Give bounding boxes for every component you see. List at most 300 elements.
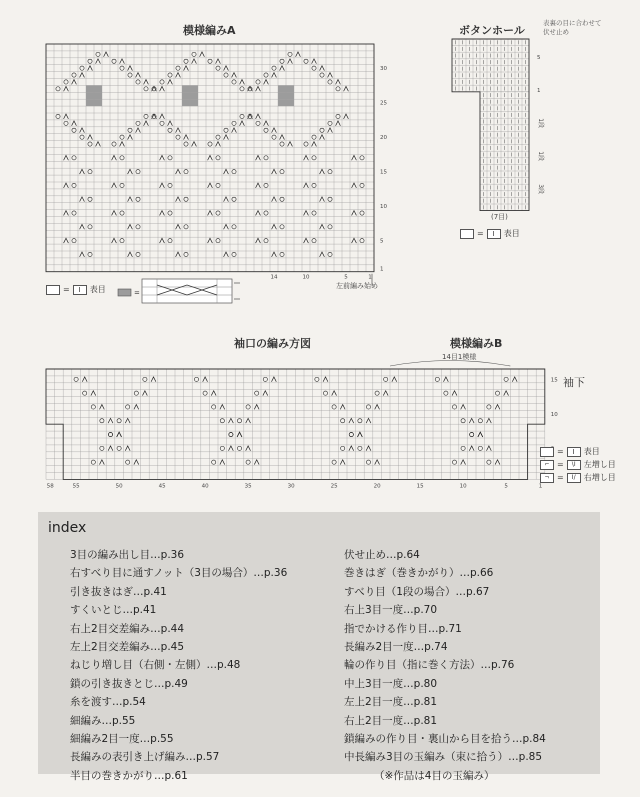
column-number-label: 55	[72, 483, 80, 490]
shaded-cell	[94, 92, 102, 99]
yarn-over-symbol	[272, 66, 276, 70]
decrease-symbol	[495, 405, 500, 410]
yarn-over-symbol	[120, 183, 124, 187]
yarn-over-symbol	[88, 252, 92, 256]
yarn-over-symbol	[96, 52, 100, 56]
column-number-label: 5	[504, 483, 508, 490]
yarn-over-symbol	[304, 142, 308, 146]
yarn-over-symbol	[80, 66, 84, 70]
decrease-symbol	[320, 252, 325, 257]
yarn-over-symbol	[64, 80, 68, 84]
yarn-over-symbol	[108, 432, 112, 436]
yarn-over-symbol	[341, 419, 345, 423]
yarn-over-symbol	[495, 391, 499, 395]
yarn-over-symbol	[220, 419, 224, 423]
yarn-over-symbol	[452, 405, 456, 409]
yarn-over-symbol	[136, 197, 140, 201]
column-number-label: 10	[302, 274, 310, 281]
yarn-over-symbol	[160, 121, 164, 125]
decrease-symbol	[168, 121, 173, 126]
yarn-over-symbol	[504, 377, 508, 381]
yarn-over-symbol	[88, 225, 92, 229]
index-entry: 鎖の引き抜きとじ…p.49	[70, 677, 188, 690]
yarn-over-symbol	[216, 211, 220, 215]
yarn-over-symbol	[358, 419, 362, 423]
decrease-symbol	[392, 377, 397, 382]
decrease-symbol	[203, 377, 208, 382]
decrease-symbol	[72, 121, 77, 126]
decrease-symbol	[469, 446, 474, 451]
index-panel	[38, 512, 600, 782]
column-number-label: 30	[287, 483, 295, 490]
decrease-symbol	[224, 224, 229, 229]
decrease-symbol	[280, 135, 285, 140]
decrease-symbol	[349, 446, 354, 451]
decrease-symbol	[80, 197, 85, 202]
yarn-over-symbol	[117, 419, 121, 423]
decrease-symbol	[358, 432, 363, 437]
index-entry: 細編み…p.55	[70, 714, 136, 727]
index-entry: 長編み2目一度…p.74	[344, 641, 448, 654]
yarn-over-symbol	[312, 239, 316, 243]
decrease-symbol	[216, 59, 221, 64]
yarn-over-symbol	[72, 73, 76, 77]
yarn-over-symbol	[117, 446, 121, 450]
shaded-cell	[286, 85, 294, 92]
legend-knit-symbol: I	[487, 229, 501, 239]
yarn-over-symbol	[487, 405, 491, 409]
buttonhole-title: ボタンホール	[459, 24, 525, 37]
yarn-over-symbol	[184, 197, 188, 201]
decrease-symbol	[272, 252, 277, 257]
decrease-symbol	[352, 183, 357, 188]
decrease-symbol	[176, 169, 181, 174]
yarn-over-symbol	[208, 59, 212, 63]
decrease-symbol	[64, 155, 69, 160]
decrease-symbol	[332, 391, 337, 396]
decrease-symbol	[96, 59, 101, 64]
column-number-label: 25	[330, 483, 338, 490]
yarn-over-symbol	[83, 391, 87, 395]
decrease-symbol	[176, 224, 181, 229]
index-right-column	[344, 546, 546, 785]
yarn-over-symbol	[220, 446, 224, 450]
decrease-symbol	[80, 169, 85, 174]
buttonhole-chart	[448, 35, 558, 215]
decrease-symbol	[240, 121, 245, 126]
decrease-symbol	[272, 169, 277, 174]
index-entry: 巻きはぎ（巻きかがり）…p.66	[344, 567, 494, 580]
legend-knit: = I 表目	[540, 446, 616, 457]
decrease-symbol	[232, 73, 237, 78]
yarn-over-symbol	[184, 142, 188, 146]
yarn-over-symbol	[160, 80, 164, 84]
yarn-over-symbol	[264, 211, 268, 215]
index-entry: 半目の巻きかがり…p.61	[70, 769, 188, 782]
shaded-cell	[86, 85, 94, 92]
yarn-over-symbol	[320, 128, 324, 132]
yarn-over-symbol	[312, 156, 316, 160]
decrease-symbol	[128, 252, 133, 257]
index-entry: 引き抜きはぎ…p.41	[70, 585, 167, 598]
decrease-symbol	[336, 121, 341, 126]
decrease-symbol	[349, 418, 354, 423]
yarn-over-symbol	[56, 114, 60, 118]
decrease-symbol	[461, 405, 466, 410]
decrease-symbol	[254, 405, 259, 410]
decrease-symbol	[487, 418, 492, 423]
buttonhole-note-2: 伏せ止め	[543, 28, 569, 36]
index-entry: 鎖編みの作り目・裏山から目を拾う…p.84	[344, 733, 546, 746]
shaded-cell	[94, 99, 102, 106]
yarn-over-symbol	[194, 377, 198, 381]
decrease-symbol	[366, 418, 371, 423]
decrease-symbol	[151, 377, 156, 382]
decrease-symbol	[352, 238, 357, 243]
legend-right-increase: ¬ = I/ 右増し目	[540, 472, 616, 483]
yarn-over-symbol	[320, 73, 324, 77]
yarn-over-symbol	[280, 142, 284, 146]
decrease-symbol	[80, 73, 85, 78]
shaded-cell	[190, 92, 198, 99]
decrease-symbol	[160, 238, 165, 243]
yarn-over-symbol	[112, 142, 116, 146]
decrease-symbol	[192, 59, 197, 64]
decrease-symbol	[340, 460, 345, 465]
decrease-symbol	[128, 224, 133, 229]
index-entry: 右上3目一度…p.70	[344, 604, 438, 617]
decrease-symbol	[344, 114, 349, 119]
decrease-symbol	[240, 80, 245, 85]
yarn-over-symbol	[120, 156, 124, 160]
yarn-over-symbol	[444, 391, 448, 395]
pattern-a-legend: = I 表目	[46, 284, 106, 295]
yarn-over-symbol	[136, 170, 140, 174]
decrease-symbol	[176, 197, 181, 202]
decrease-symbol	[184, 66, 189, 71]
yarn-over-symbol	[224, 73, 228, 77]
yarn-over-symbol	[88, 197, 92, 201]
yarn-over-symbol	[88, 142, 92, 146]
yarn-over-symbol	[328, 252, 332, 256]
decrease-symbol	[160, 86, 165, 91]
buttonhole-step-label: 1段	[537, 118, 544, 129]
yarn-over-symbol	[168, 183, 172, 187]
index-entry: 長編みの表引き上げ編み…p.57	[70, 751, 220, 764]
decrease-symbol	[125, 418, 130, 423]
shaded-cell	[86, 99, 94, 106]
index-title: index	[48, 520, 87, 536]
decrease-symbol	[120, 142, 125, 147]
yarn-over-symbol	[184, 170, 188, 174]
yarn-over-symbol	[461, 419, 465, 423]
yarn-over-symbol	[72, 211, 76, 215]
decrease-symbol	[461, 460, 466, 465]
decrease-symbol	[256, 114, 261, 119]
decrease-symbol	[128, 169, 133, 174]
column-number-label: 45	[158, 483, 166, 490]
yarn-over-symbol	[184, 225, 188, 229]
decrease-symbol	[128, 66, 133, 71]
decrease-symbol	[125, 446, 130, 451]
yarn-over-symbol	[312, 135, 316, 139]
column-number-label: 20	[373, 483, 381, 490]
yarn-over-symbol	[134, 391, 138, 395]
yarn-over-symbol	[360, 183, 364, 187]
decrease-symbol	[224, 66, 229, 71]
yarn-over-symbol	[315, 377, 319, 381]
column-number-label: 1	[368, 274, 372, 281]
decrease-symbol	[82, 377, 87, 382]
yarn-over-symbol	[232, 225, 236, 229]
index-entry: 伏せ止め…p.64	[344, 549, 420, 561]
yarn-over-symbol	[366, 460, 370, 464]
shaded-cell	[182, 85, 190, 92]
decrease-symbol	[220, 460, 225, 465]
decrease-symbol	[224, 252, 229, 257]
index-entry: 右上2目交差編み…p.44	[70, 622, 185, 635]
decrease-symbol	[375, 405, 380, 410]
yarn-over-symbol	[136, 80, 140, 84]
shaded-cell	[190, 85, 198, 92]
yarn-over-symbol	[168, 211, 172, 215]
decrease-symbol	[256, 183, 261, 188]
yarn-over-symbol	[336, 87, 340, 91]
yarn-over-symbol	[176, 66, 180, 70]
decrease-symbol	[320, 224, 325, 229]
shaded-cell	[182, 99, 190, 106]
yarn-over-symbol	[184, 252, 188, 256]
yarn-over-symbol	[232, 121, 236, 125]
decrease-symbol	[469, 418, 474, 423]
decrease-symbol	[160, 183, 165, 188]
yarn-over-symbol	[100, 419, 104, 423]
legend-knit-text: 表目	[503, 229, 520, 238]
yarn-over-symbol	[256, 121, 260, 125]
yarn-over-symbol	[232, 170, 236, 174]
yarn-over-symbol	[136, 252, 140, 256]
decrease-symbol	[144, 80, 149, 85]
row-number-label: 25	[380, 100, 387, 107]
decrease-symbol	[224, 135, 229, 140]
decrease-symbol	[264, 80, 269, 85]
decrease-symbol	[208, 238, 213, 243]
decrease-symbol	[211, 391, 216, 396]
decrease-symbol	[136, 73, 141, 78]
decrease-symbol	[160, 114, 165, 119]
yarn-over-symbol	[478, 446, 482, 450]
yarn-over-symbol	[72, 156, 76, 160]
decrease-symbol	[208, 211, 213, 216]
yarn-over-symbol	[280, 197, 284, 201]
yarn-over-symbol	[280, 225, 284, 229]
yarn-over-symbol	[208, 142, 212, 146]
shaded-cell	[278, 92, 286, 99]
yarn-over-symbol	[100, 446, 104, 450]
decrease-symbol	[134, 460, 139, 465]
decrease-symbol	[112, 155, 117, 160]
yarn-over-symbol	[112, 59, 116, 63]
decrease-symbol	[64, 114, 69, 119]
index-entry: 左上2目一度…p.81	[344, 696, 438, 709]
yarn-over-symbol	[184, 59, 188, 63]
index-entry: 中長編み3目の玉編み（束に拾う）…p.85	[344, 751, 543, 764]
decrease-symbol	[296, 52, 301, 57]
yarn-over-symbol	[487, 460, 491, 464]
column-number-label: 10	[459, 483, 467, 490]
yarn-over-symbol	[232, 252, 236, 256]
decrease-symbol	[232, 128, 237, 133]
decrease-symbol	[128, 197, 133, 202]
yarn-over-symbol	[280, 252, 284, 256]
yarn-over-symbol	[120, 239, 124, 243]
yarn-over-symbol	[256, 80, 260, 84]
index-entry: 輪の作り目（指に巻く方法）…p.76	[344, 659, 515, 672]
decrease-symbol	[88, 66, 93, 71]
column-number-label: 15	[416, 483, 424, 490]
yarn-over-symbol	[88, 170, 92, 174]
yarn-over-symbol	[128, 73, 132, 77]
shaded-cell	[278, 99, 286, 106]
row-number-label: 10	[380, 204, 387, 211]
index-entry: 指でかける作り目…p.71	[344, 622, 462, 635]
yarn-over-symbol	[192, 52, 196, 56]
index-entry: 右すべり目に通すノット（3目の場合）…p.36	[70, 567, 288, 580]
index-entry: 細編み2目一度…p.55	[70, 733, 174, 746]
pattern-a-title: 模様編みA	[183, 24, 236, 37]
pattern-b-chart	[40, 355, 570, 495]
decrease-symbol	[340, 405, 345, 410]
decrease-symbol	[224, 197, 229, 202]
yarn-over-symbol	[478, 419, 482, 423]
yarn-over-symbol	[216, 156, 220, 160]
column-number-label: 35	[244, 483, 252, 490]
yarn-over-symbol	[366, 405, 370, 409]
decrease-symbol	[263, 391, 268, 396]
shaded-cell	[86, 92, 94, 99]
decrease-symbol	[108, 418, 113, 423]
yarn-over-symbol	[272, 135, 276, 139]
yarn-over-symbol	[56, 87, 60, 91]
yarn-over-symbol	[80, 135, 84, 139]
column-number-label: 14	[270, 274, 278, 281]
decrease-symbol	[72, 80, 77, 85]
row-number-label: 5	[380, 238, 384, 245]
cuff-title: 袖口の編み方図	[234, 337, 311, 350]
buttonhole-legend: = I 表目	[460, 228, 520, 239]
yarn-over-symbol	[264, 156, 268, 160]
yarn-over-symbol	[128, 128, 132, 132]
yarn-over-symbol	[176, 135, 180, 139]
yarn-over-symbol	[144, 87, 148, 91]
yarn-over-symbol	[168, 239, 172, 243]
decrease-symbol	[272, 377, 277, 382]
decrease-symbol	[495, 460, 500, 465]
decrease-symbol	[200, 52, 205, 57]
yarn-over-symbol	[461, 446, 465, 450]
index-left-column	[70, 546, 287, 785]
decrease-symbol	[312, 59, 317, 64]
decrease-symbol	[220, 405, 225, 410]
row-number-label: 20	[380, 135, 387, 142]
yarn-over-symbol	[341, 446, 345, 450]
yarn-over-symbol	[120, 66, 124, 70]
yarn-over-symbol	[360, 156, 364, 160]
decrease-symbol	[320, 197, 325, 202]
decrease-symbol	[272, 224, 277, 229]
yarn-over-symbol	[216, 135, 220, 139]
yarn-over-symbol	[328, 225, 332, 229]
decrease-symbol	[100, 405, 105, 410]
index-entry: ねじり増し目（右側・左側）…p.48	[70, 659, 241, 672]
yarn-over-symbol	[168, 73, 172, 77]
decrease-symbol	[246, 418, 251, 423]
decrease-symbol	[216, 142, 221, 147]
yarn-over-symbol	[120, 211, 124, 215]
yarn-over-symbol	[280, 59, 284, 63]
yarn-over-symbol	[203, 391, 207, 395]
yarn-over-symbol	[240, 114, 244, 118]
decrease-symbol	[304, 183, 309, 188]
decrease-symbol	[444, 377, 449, 382]
decrease-symbol	[134, 405, 139, 410]
decrease-symbol	[112, 183, 117, 188]
yarn-over-symbol	[91, 460, 95, 464]
decrease-symbol	[176, 252, 181, 257]
decrease-symbol	[136, 128, 141, 133]
decrease-symbol	[176, 73, 181, 78]
legend-empty-box	[460, 229, 474, 239]
decrease-symbol	[112, 211, 117, 216]
yarn-over-symbol	[144, 114, 148, 118]
decrease-symbol	[176, 128, 181, 133]
decrease-symbol	[120, 59, 125, 64]
pattern-a-chart	[42, 40, 392, 280]
yarn-over-symbol	[72, 183, 76, 187]
yarn-over-symbol	[384, 377, 388, 381]
pattern-b-repeat-label: 14目1模様	[442, 353, 477, 361]
decrease-symbol	[256, 86, 261, 91]
yarn-over-symbol	[120, 135, 124, 139]
yarn-over-symbol	[168, 156, 172, 160]
decrease-symbol	[128, 135, 133, 140]
column-number-label: 50	[115, 483, 123, 490]
yarn-over-symbol	[452, 460, 456, 464]
decrease-symbol	[304, 238, 309, 243]
decrease-symbol	[352, 211, 357, 216]
decrease-symbol	[256, 211, 261, 216]
decrease-symbol	[246, 446, 251, 451]
decrease-symbol	[487, 446, 492, 451]
decrease-symbol	[323, 377, 328, 382]
decrease-symbol	[328, 128, 333, 133]
pattern-b-legend	[540, 446, 616, 483]
yarn-over-symbol	[126, 405, 130, 409]
yarn-over-symbol	[304, 59, 308, 63]
column-number-label: 58	[46, 483, 54, 490]
decrease-symbol	[512, 377, 517, 382]
index-entry: すべり目（1段の場合）…p.67	[344, 585, 490, 598]
legend-knit-symbol: I	[73, 285, 87, 295]
decrease-symbol	[108, 446, 113, 451]
yarn-over-symbol	[470, 432, 474, 436]
decrease-symbol	[504, 391, 509, 396]
decrease-symbol	[256, 155, 261, 160]
yarn-over-symbol	[237, 419, 241, 423]
yarn-over-symbol	[212, 405, 216, 409]
yarn-over-symbol	[216, 66, 220, 70]
yarn-over-symbol	[328, 170, 332, 174]
